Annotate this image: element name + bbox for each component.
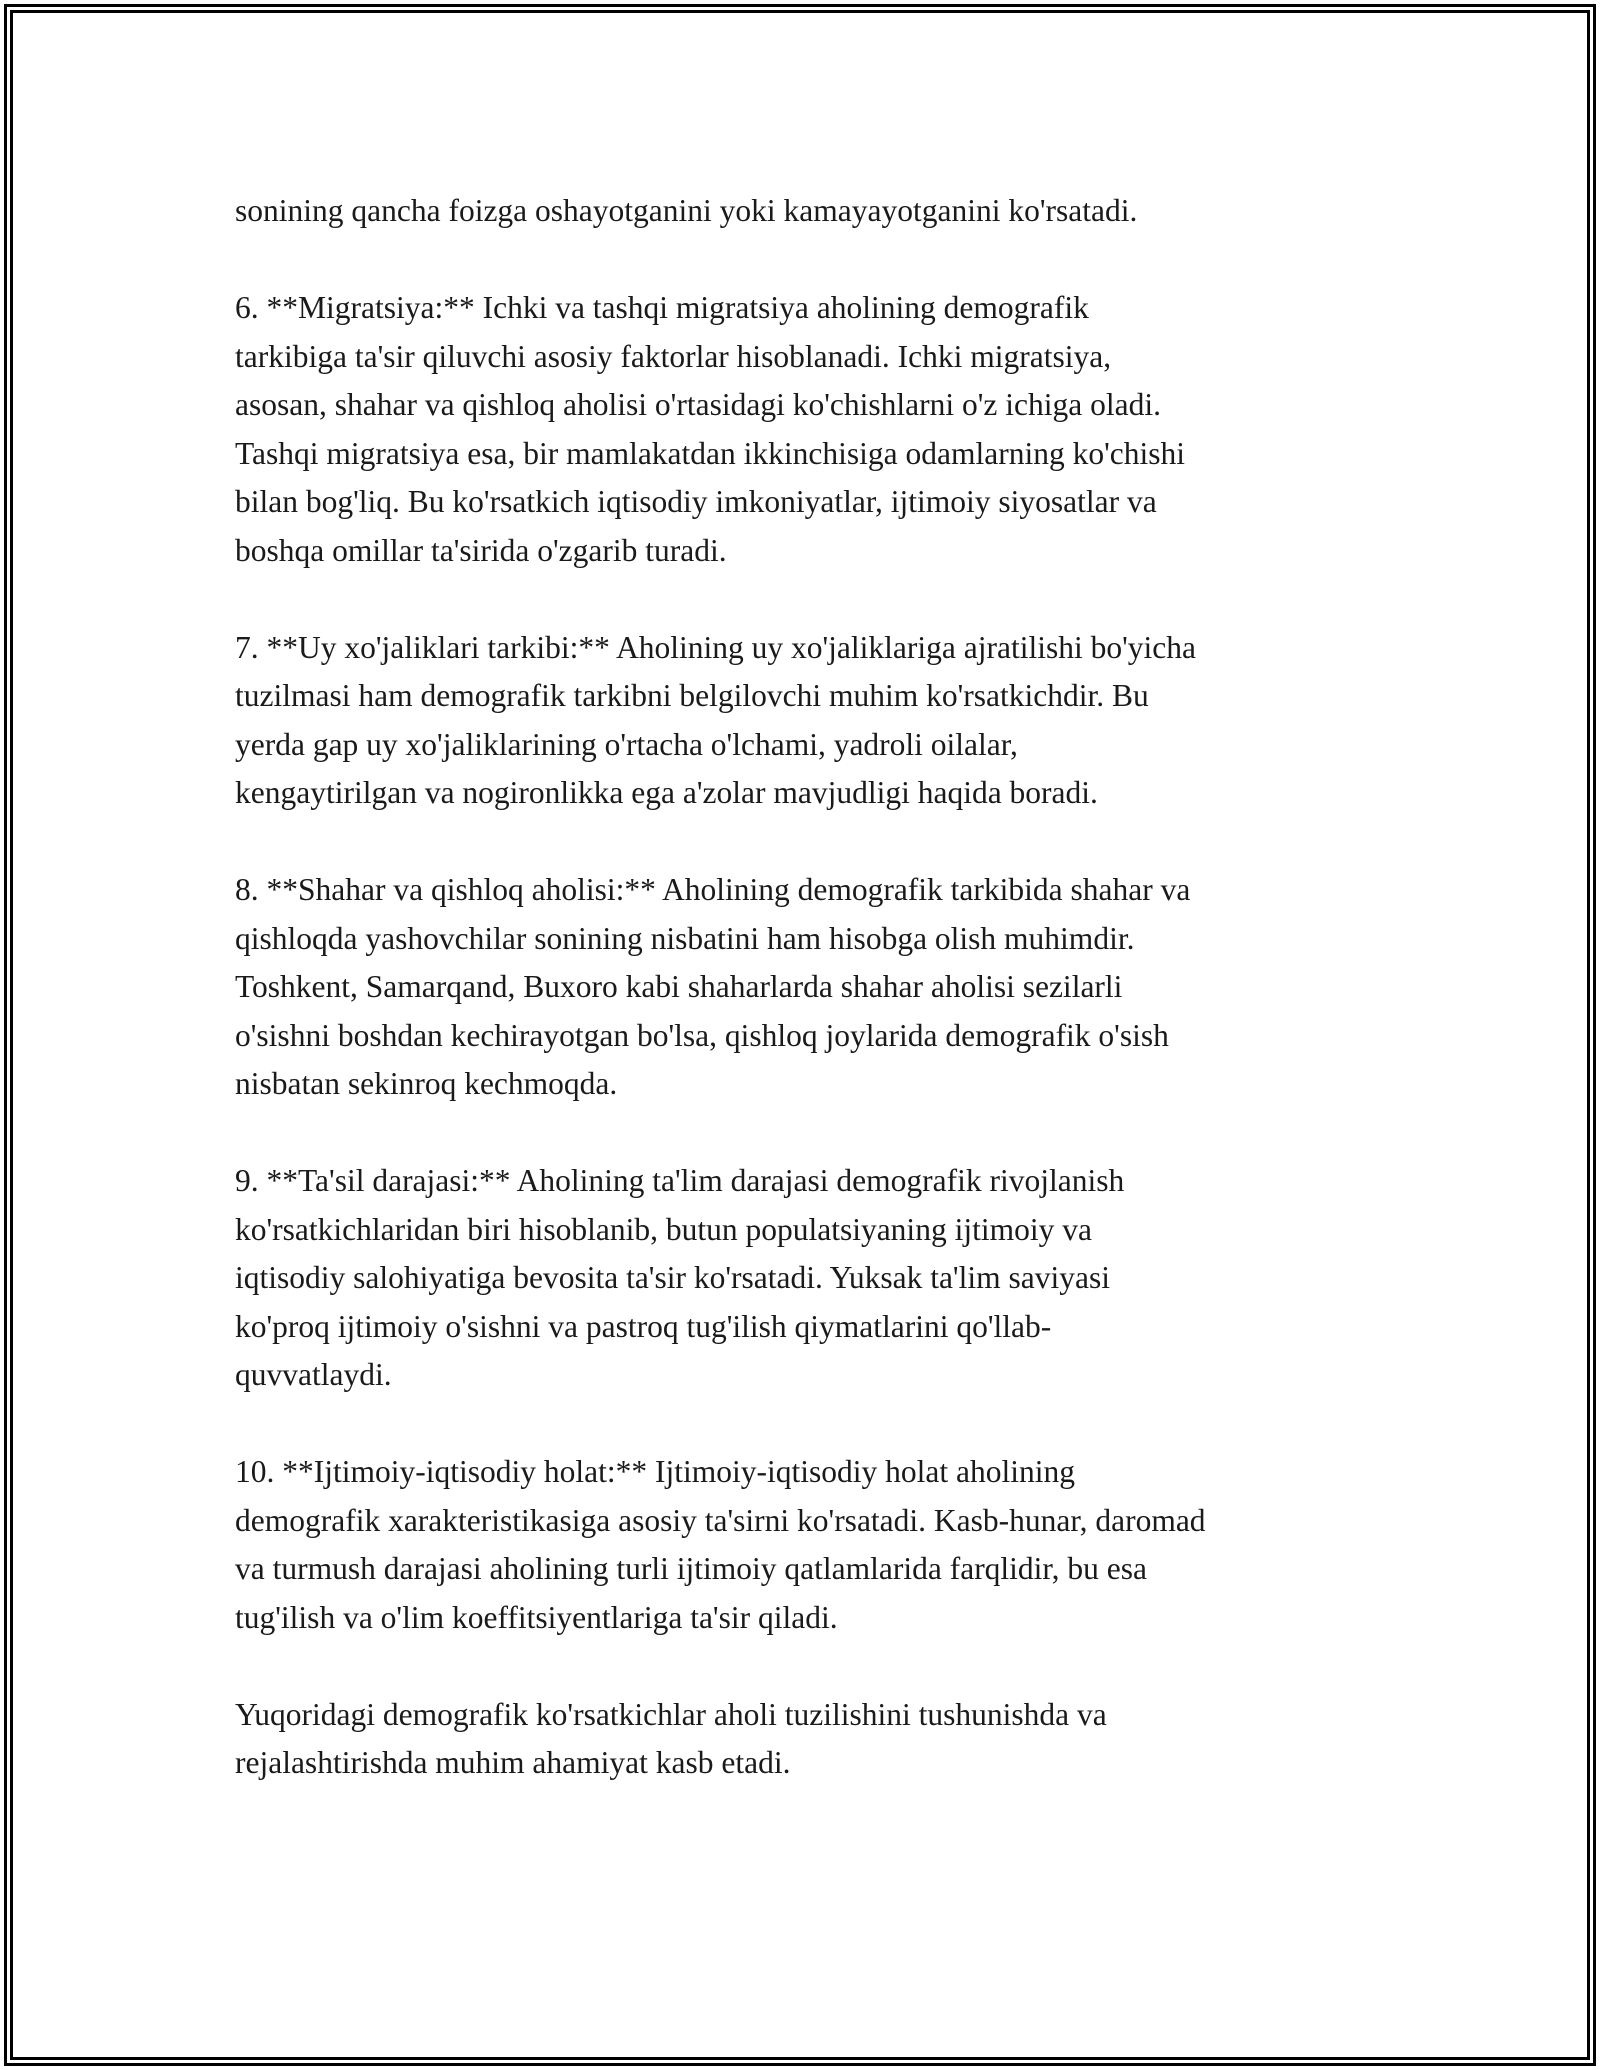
text-line: bilan bog'liq. Bu ko'rsatkich iqtisodiy imkoniyatlar, ijtimoiy siyosatlar va	[235, 484, 1157, 519]
paragraph	[235, 1157, 1375, 1400]
text-line: Yuqoridagi demografik ko'rsatkichlar aholi tuzilishini tushunishda va	[235, 1696, 1107, 1732]
text-line: qishloqda yashovchilar sonining nisbatini ham hisobga olish muhimdir.	[235, 920, 1135, 956]
text-line: yerda gap uy xo'jaliklarining o'rtacha o'lchami, yadroli oilalar,	[235, 726, 1018, 762]
text-line: quvvatlaydi.	[235, 1357, 392, 1392]
paragraph	[235, 1448, 1375, 1642]
text-line: 6. **Migratsiya:** Ichki va tashqi migratsiya aholining demografik	[235, 290, 1089, 325]
text-line: rejalashtirishda muhim ahamiyat kasb etadi.	[235, 1745, 791, 1780]
text-line: ko'rsatkichlaridan biri hisoblanib, butun populatsiyaning ijtimoiy va	[235, 1211, 1092, 1247]
document-body	[235, 187, 1375, 1788]
text-line: 7. **Uy xo'jaliklari tarkibi:** Aholining uy xo'jaliklariga ajratilishi bo'yicha	[235, 629, 1196, 665]
text-line: tuzilmasi ham demografik tarkibni belgilovchi muhim ko'rsatkichdir. Bu	[235, 678, 1149, 713]
text-line: boshqa omillar ta'sirida o'zgarib turadi.	[235, 532, 727, 568]
paragraph	[235, 866, 1375, 1109]
text-line: kengaytirilgan va nogironlikka ega a'zolar mavjudligi haqida boradi.	[235, 775, 1098, 810]
text-line: iqtisodiy salohiyatiga bevosita ta'sir ko'rsatadi. Yuksak ta'lim saviyasi	[235, 1260, 1110, 1295]
paragraph	[235, 624, 1375, 818]
text-line: demografik xarakteristikasiga asosiy ta'sirni ko'rsatadi. Kasb-hunar, daromad	[235, 1502, 1206, 1538]
text-line: o'sishni boshdan kechirayotgan bo'lsa, qishloq joylarida demografik o'sish	[235, 1017, 1169, 1053]
text-line: Toshkent, Samarqand, Buxoro kabi shaharlarda shahar aholisi sezilarli	[235, 969, 1123, 1004]
text-line: nisbatan sekinroq kechmoqda.	[235, 1066, 618, 1101]
paragraph	[235, 284, 1375, 575]
paragraph	[235, 1691, 1375, 1788]
text-line: sonining qancha foizga oshayotganini yoki kamayayotganini ko'rsatadi.	[235, 193, 1138, 228]
text-line: tarkibiga ta'sir qiluvchi asosiy faktorlar hisoblanadi. Ichki migratsiya,	[235, 338, 1112, 374]
text-line: tug'ilish va o'lim koeffitsiyentlariga ta'sir qiladi.	[235, 1599, 838, 1635]
text-line: 10. **Ijtimoiy-iqtisodiy holat:** Ijtimoiy-iqtisodiy holat aholining	[235, 1454, 1075, 1489]
text-line: 8. **Shahar va qishloq aholisi:** Aholining demografik tarkibida shahar va	[235, 872, 1191, 907]
text-line: Tashqi migratsiya esa, bir mamlakatdan ikkinchisiga odamlarning ko'chishi	[235, 435, 1185, 471]
text-line: asosan, shahar va qishloq aholisi o'rtasidagi ko'chishlarni o'z ichiga oladi.	[235, 387, 1161, 422]
text-line: va turmush darajasi aholining turli ijtimoiy qatlamlarida farqlidir, bu esa	[235, 1551, 1148, 1586]
text-line: ko'proq ijtimoiy o'sishni va pastroq tug'ilish qiymatlarini qo'llab-	[235, 1308, 1052, 1344]
paragraph	[235, 187, 1375, 236]
text-line: 9. **Ta'sil darajasi:** Aholining ta'lim darajasi demografik rivojlanish	[235, 1163, 1125, 1198]
